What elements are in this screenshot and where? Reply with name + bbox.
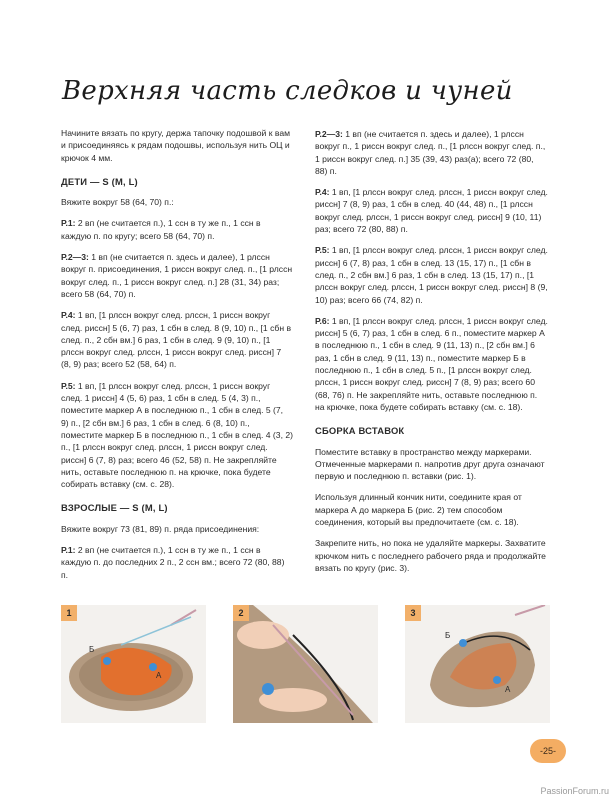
assembly-heading: СБОРКА ВСТАВОК: [315, 425, 405, 437]
kids-row-1: Р.1: 2 вп (не считается п.), 1 ссн в ту же п., 1 ссн в каждую п. по кругу; всего 58 (64, 70) п.: [61, 218, 261, 241]
kids-heading: ДЕТИ — S (M, L): [61, 175, 138, 187]
adults-start: Вяжите вокруг 73 (81, 89) п. ряда присоединения:: [61, 523, 260, 534]
left-column: [61, 127, 293, 590]
assembly-step-3: Закрепите нить, но пока не удаляйте маркеры. Захватите крючком нить с последнего рабочего ряда и продолжайте вязать по кругу (рис. 3).: [315, 538, 546, 573]
adults-row-5: Р.5: 1 вп, [1 рлссн вокруг след. рлссн, 1 риссн вокруг след. риссн] 6 (7, 8) раз, 1 сбн в след. 13 (15, 17) п., [1 сбн в след. п., 2 сбн вм.] 6 раз, 1 сбн в след. 13 (15, 17) п., [1 рлссн вокруг след. рлссн, 1 риссн вокруг след. риссн] 8 (9, 10) раз; всего 66 (74, 82) п.: [315, 245, 548, 305]
photo-number: 3: [405, 605, 421, 621]
page-title: Верхняя часть следков и чуней: [62, 76, 513, 106]
marker-b-label: Б: [445, 631, 451, 640]
photo-2: [233, 605, 378, 723]
right-column: [315, 128, 548, 583]
kids-row-4: Р.4: 1 вп, [1 рлссн вокруг след. рлссн, 1 риссн вокруг след. риссн] 5 (6, 7) раз, 1 сбн в след. 8 (9, 10) п., [1 сбн в след. п., 2 сбн вм.] 6 раз, 1 сбн в след. 9 (9, 10) п., [1 рлссн вокруг след. рлссн, 1 риссн вокруг след. риссн] 7 (8, 9) раз; всего 52 (58, 64) п.: [61, 310, 292, 370]
continue-round-illustration: [405, 605, 550, 723]
adults-row-4: Р.4: 1 вп, [1 рлссн вокруг след. рлссн, 1 риссн вокруг след. риссн] 7 (8, 9) раз, 1 сбн в след. 40 (44, 48) п., [1 рлссн вокруг след. рлссн, 1 риссн вокруг след. риссн] 9 (10, 11) раз; всего 72 (80, 88) п.: [315, 187, 548, 235]
photo-number: 2: [233, 605, 249, 621]
page-number: -25-: [530, 739, 566, 763]
adults-row-2-3: Р.2—3: 1 вп (не считается п. здесь и далее), 1 рлссн вокруг п., 1 риссн вокруг след. п., [1 рлссн вокруг след. п., 1 риссн вокруг след. п.] 35 (39, 43) раз(а); всего 72 (80, 88) п.: [315, 129, 546, 176]
photo-1: [61, 605, 206, 723]
watermark: PassionForum.ru: [540, 786, 609, 796]
adults-row-1: Р.1: 2 вп (не считается п.), 1 ссн в ту же п., 1 ссн в каждую п. до последних 2 п., 2 ссн вм.; всего 72 (80, 88) п.: [61, 545, 285, 580]
photo-strip: [61, 605, 551, 725]
joining-seam-illustration: [233, 605, 378, 723]
photo-number: 1: [61, 605, 77, 621]
slipper-insert-illustration: [61, 605, 206, 723]
photo-3: [405, 605, 550, 723]
intro-paragraph: Начините вязать по кругу, держа тапочку подошвой к вам и присоединяясь к рядам подошвы, используя нить ОЦ и крючок 4 мм.: [61, 128, 291, 163]
kids-row-2-3: Р.2—3: 1 вп (не считается п. здесь и далее), 1 рлссн вокруг п. присоединения, 1 риссн вокруг след. п., [1 рлссн вокруг след. п., 1 риссн вокруг след. п.] 28 (31, 34) раз; всего 58 (64, 70) п.: [61, 252, 293, 299]
kids-start: Вяжите вокруг 58 (64, 70) п.:: [61, 197, 174, 208]
marker-a-label: А: [156, 671, 162, 680]
assembly-step-1: Поместите вставку в пространство между маркерами. Отмеченные маркерами п. напротив друг друга означают первую и последнюю п. вставки (рис. 1).: [315, 446, 545, 482]
adults-row-6: Р.6: 1 вп, [1 рлссн вокруг след. рлссн, 1 риссн вокруг след. риссн] 5 (6, 7) раз, 1 сбн в след. 6 п., поместите маркер А в последнюю п., 1 сбн в след. 9 (11, 13) п., [2 сбн вм.] 6 раз, 1 сбн в след. 9 (11, 13) п., поместите маркер Б в последнюю п., 1 сбн в след. 5 п., [1 рлссн вокруг след. рлссн, 1 риссн вокруг след. риссн] 7 (8, 9) раз; всего 60 (68, 76) п. Не закрепляйте нить, оставьте последнюю п. на крючке, пока будете собирать вставку (см. с. 18).: [315, 315, 548, 412]
marker-a-label: А: [505, 685, 511, 694]
marker-b-label: Б: [89, 645, 95, 654]
adults-heading: ВЗРОСЛЫЕ — S (M, L): [61, 502, 168, 514]
assembly-step-2: Используя длинный кончик нити, соедините края от маркера А до маркера Б (рис. 2) тем способом соединения, который вы предпочитаете (см. с. 18).: [315, 492, 522, 528]
kids-row-5: Р.5: 1 вп, [1 рлссн вокруг след. рлссн, 1 риссн вокруг след. 1 риссн] 4 (5, 6) раз, 1 сбн в след. 5 (4, 3) п., поместите маркер А в последнюю п., 1 сбн в след. 5 (7, 9) п., [2 сбн вм.] 6 раз, 1 сбн в след. 6 (8, 10) п., поместите маркер Б в последнюю п., 1 сбн в след. 4 (3, 2) п., [1 рлссн вокруг след. рлссн, 1 риссн вокруг след. риссн] 6 (7, 8) раз; всего 46 (52, 58) п. Не закрепляйте нить, оставьте последнюю п. на крючке, пока будете собирать вставку (см. с. 28).: [61, 380, 293, 490]
